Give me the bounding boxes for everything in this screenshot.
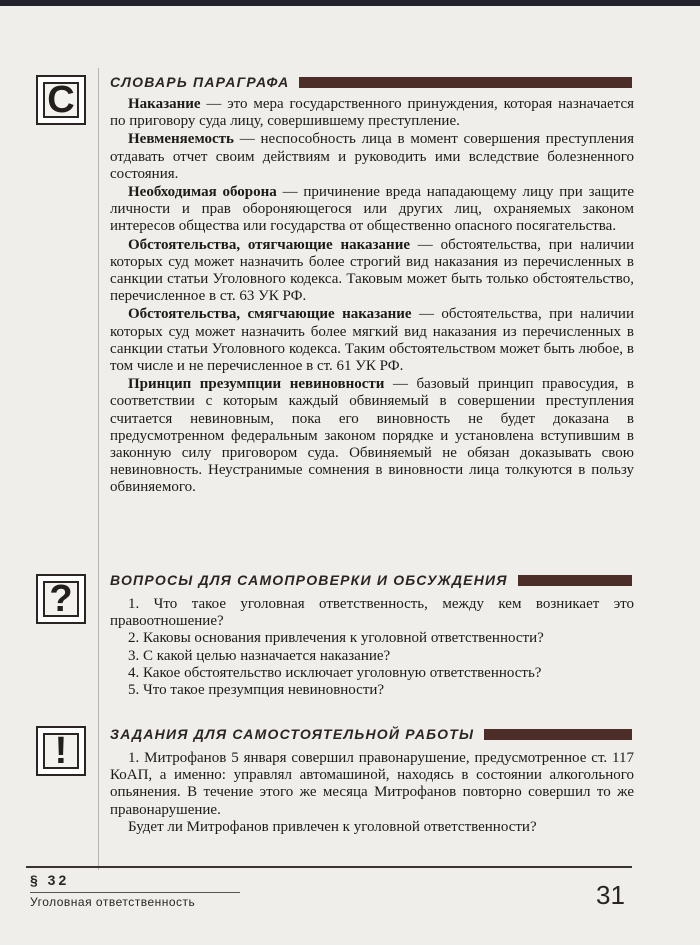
entry-term: Обстоятельства, отягчающие наказание (128, 236, 410, 253)
tasks-header-bar (484, 729, 632, 740)
dictionary-entry (110, 96, 634, 130)
dictionary-entry (110, 184, 634, 236)
question-item: 5. Что такое презумпция невиновности? (128, 682, 385, 699)
footer-rule (26, 866, 632, 868)
dictionary-entry (110, 376, 634, 496)
questions-header (110, 570, 632, 590)
dictionary-entry (110, 237, 634, 306)
question-item: 2. Каковы основания привлечения к уголовной ответственности? (128, 630, 544, 647)
task-item: 1. Митрофанов 5 января совершил правонарушение, предусмотренное ст. 117 КоАП, а именно: управлял автомашиной, находясь в состоянии алкогольного опьянения. В течение этого же месяца Митрофанов повторно совершил то же правонарушение. (110, 750, 634, 818)
dictionary-header (110, 72, 632, 92)
footer-underline (30, 892, 240, 893)
dictionary-icon: С (36, 75, 86, 125)
entry-text: — это мера государственного принуждения, которая назначается по приговору суда лицу, совершившему преступление. (110, 96, 634, 130)
entry-term: Невменяемость (128, 131, 234, 148)
top-edge-strip (0, 0, 700, 6)
entry-text: — базовый принцип правосудия, в соответствии с которым каждый обвиняемый в совершении преступления считается невиновным, пока его виновность не будет доказана в предусмотренном федеральным законом порядке и установлена вступившим в законную силу приговором суда. Обвиняемый не обязан доказывать свою невиновность. Неустранимые сомнения в виновности лица толкуются в пользу обвиняемого. (110, 376, 634, 496)
entry-text: — неспособность лица в момент совершения преступления отдавать отчет своим действиям и руководить ими вследствие болезненного состояния. (110, 131, 634, 182)
entry-term: Наказание (128, 96, 201, 112)
exclamation-icon: ! (36, 726, 86, 776)
dictionary-header-bar (299, 77, 632, 88)
tasks-header (110, 724, 632, 744)
question-item: 1. Что такое уголовная ответственность, между кем возникает это правоотношение? (110, 596, 634, 630)
question-item: 4. Какое обстоятельство исключает уголовную ответственность? (128, 664, 542, 681)
dictionary-title: СЛОВАРЬ ПАРАГРАФА (110, 74, 290, 90)
margin-rule (98, 68, 99, 870)
entry-term: Принцип презумпции невиновности (128, 376, 385, 393)
page-number: 31 (596, 880, 625, 910)
footer-section-label: § 32 (30, 872, 70, 888)
entry-term: Обстоятельства, смягчающие наказание (128, 306, 412, 323)
entry-text: — обстоятельства, при наличии которых суд может назначить более строгий вид наказания из перечисленных в санкции статьи Уголовного кодекса. Таковым может быть только обстоятельство, перечисленное в ст. 63 УК РФ. (110, 236, 634, 305)
entry-text: — причинение вреда нападающему лицу при защите личности и прав обороняющегося или других лиц, охраняемых законом интересов общества или государства от общественно опасного посягательства. (110, 184, 634, 235)
questions-list (110, 596, 634, 699)
dictionary-entries (110, 96, 634, 498)
task-question: Будет ли Митрофанов привлечен к уголовной ответственности? (128, 818, 537, 835)
question-item: 3. С какой целью назначается наказание? (128, 647, 391, 664)
questions-header-bar (518, 575, 632, 586)
dictionary-entry (110, 131, 634, 183)
tasks-list (110, 750, 634, 836)
footer-chapter-name: Уголовная ответственность (30, 895, 196, 909)
tasks-title: ЗАДАНИЯ ДЛЯ САМОСТОЯТЕЛЬНОЙ РАБОТЫ (110, 726, 475, 742)
question-mark-icon: ? (36, 574, 86, 624)
entry-text: — обстоятельства, при наличии которых суд может назначить более мягкий вид наказания из перечисленных в санкции статьи Уголовного кодекса. Таким обстоятельством может быть любое, в том числе и не перечисленное в ст. 61 УК РФ. (110, 306, 634, 375)
entry-term: Необходимая оборона (128, 184, 277, 201)
dictionary-entry (110, 306, 634, 375)
questions-title: ВОПРОСЫ ДЛЯ САМОПРОВЕРКИ И ОБСУЖДЕНИЯ (110, 572, 508, 588)
